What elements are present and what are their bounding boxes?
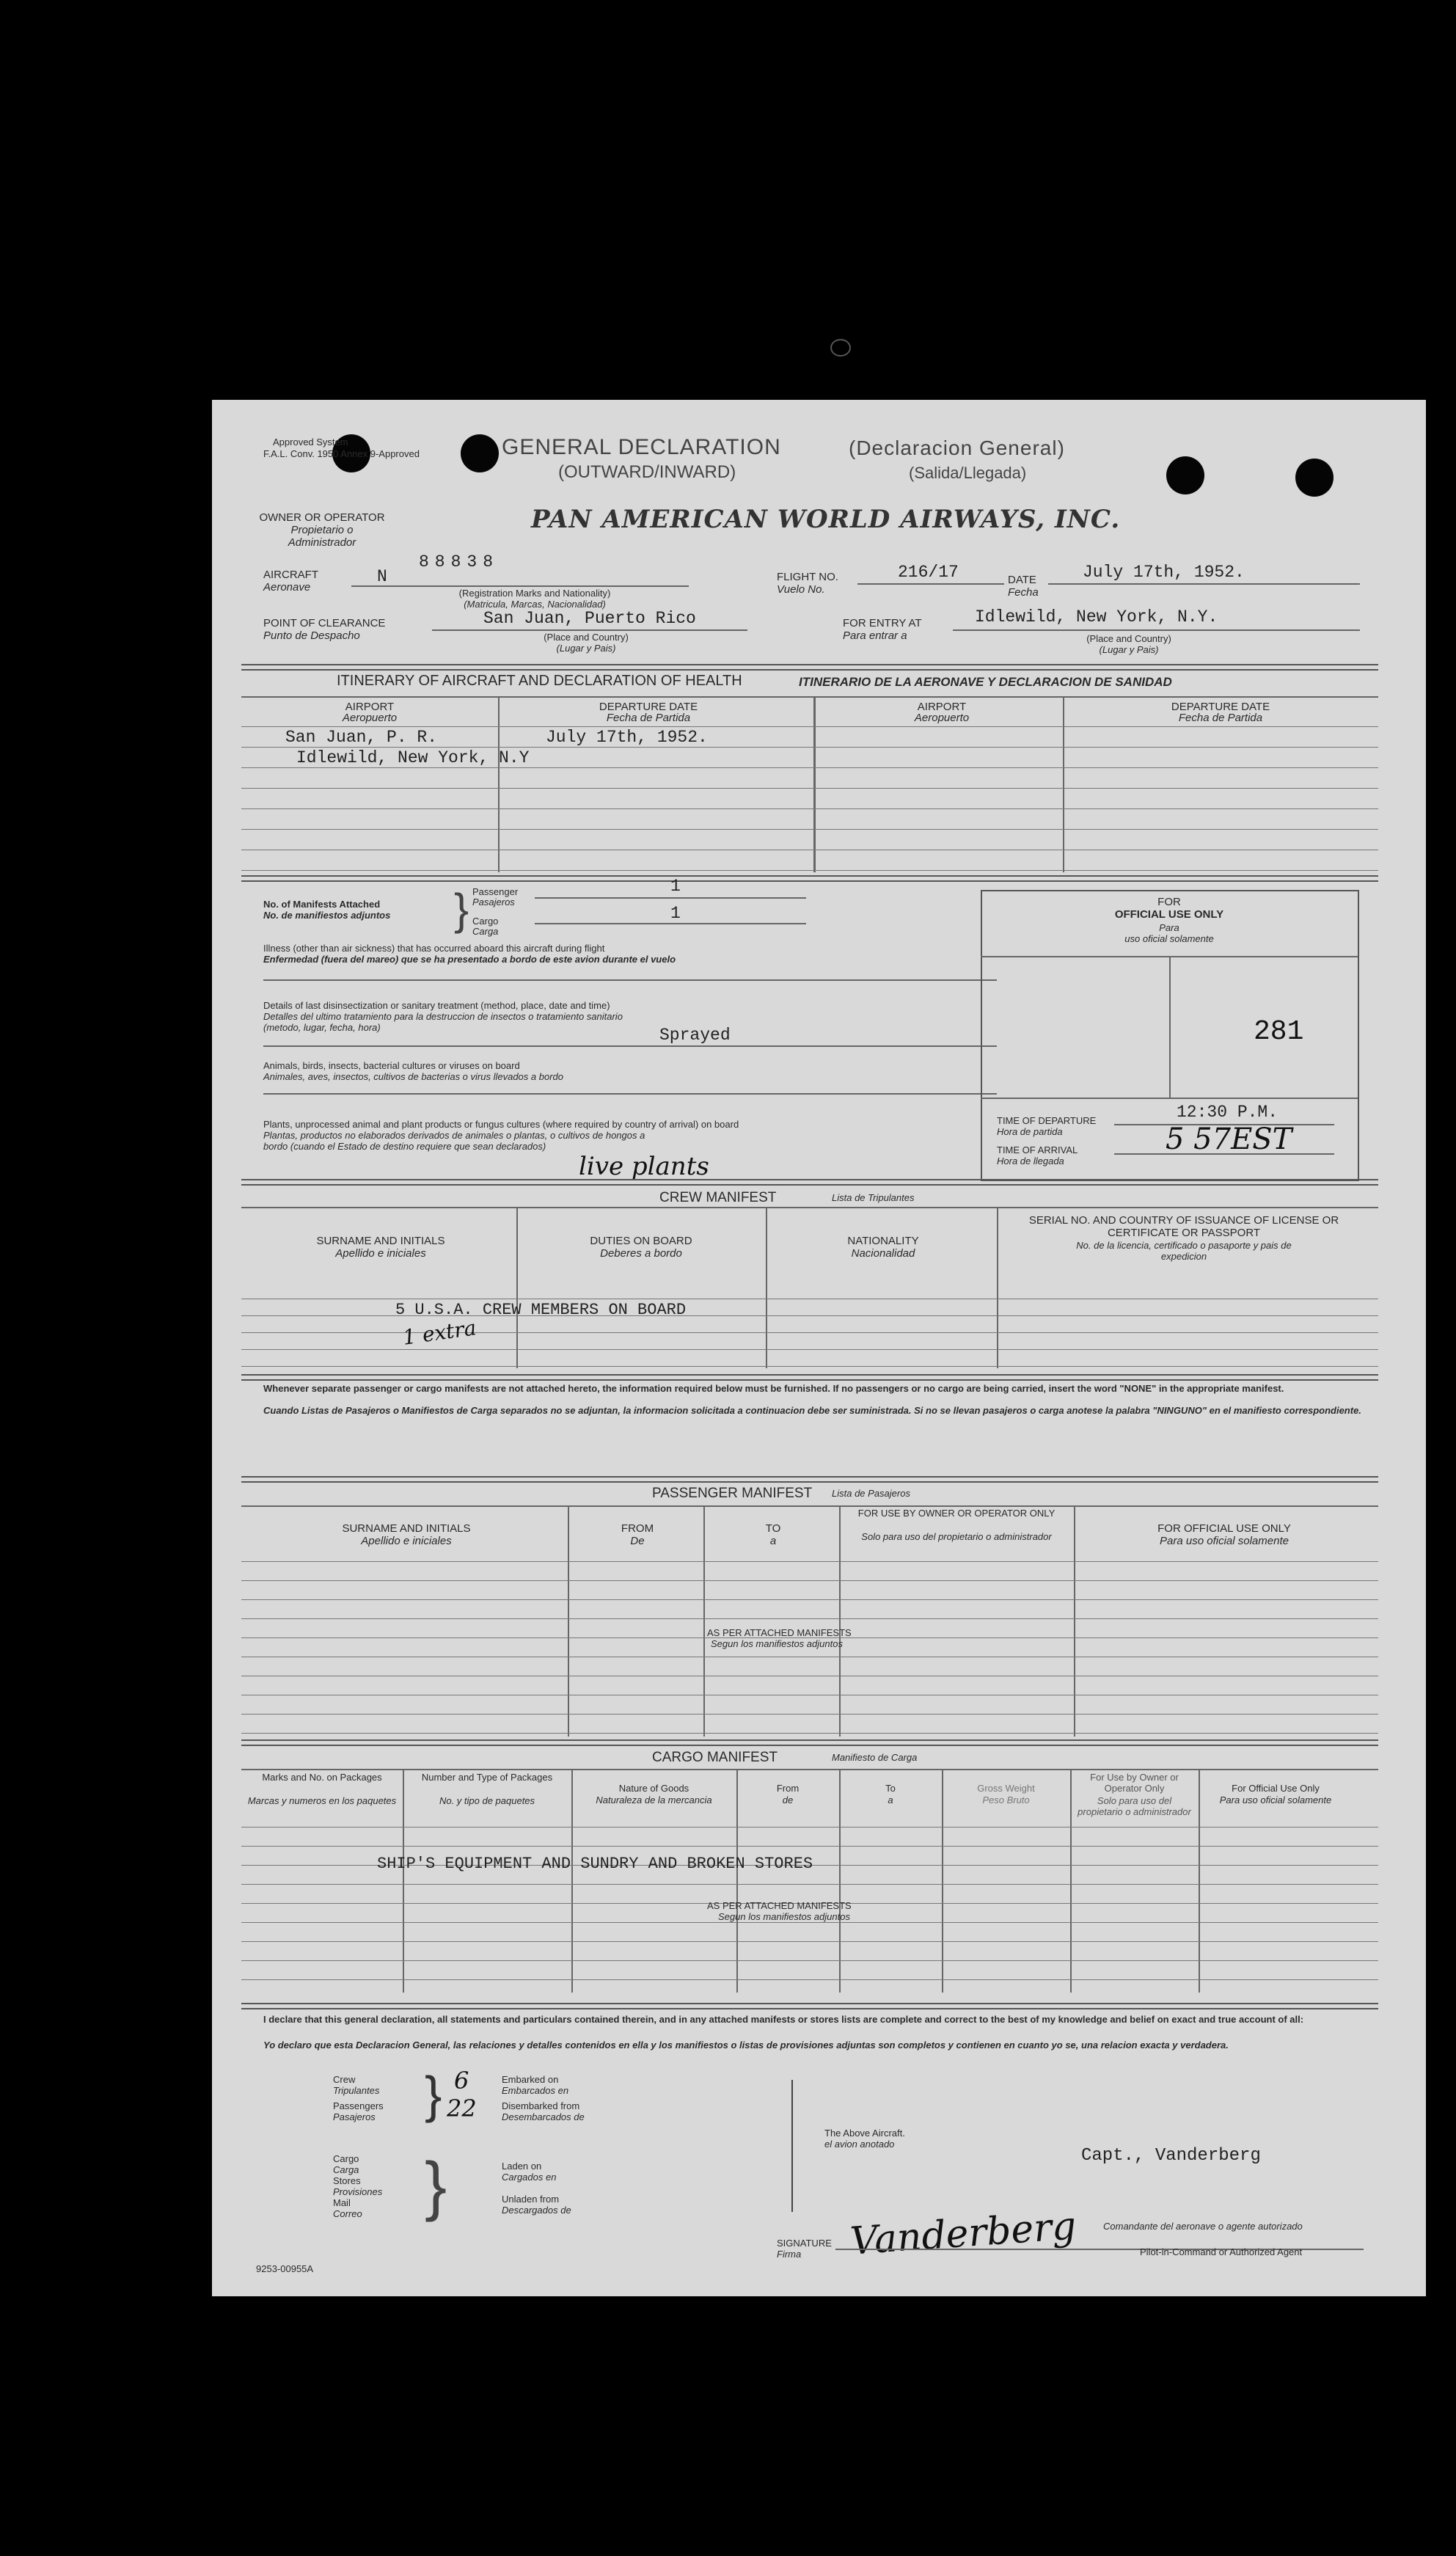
aircraft-caption-spanish: (Matricula, Marcas, Nacionalidad) [464, 599, 606, 610]
general-declaration-form [212, 400, 1426, 2296]
clearance-label-spanish: Punto de Despacho [263, 629, 360, 642]
unladen-label: Unladen from [502, 2194, 560, 2205]
passenger-manifest-count: 1 [670, 877, 681, 896]
embarked-label-spanish: Embarcados en [502, 2085, 569, 2096]
passenger-manifest-label: Passenger [472, 886, 519, 897]
entry-underline [953, 629, 1360, 631]
cargo-header-line [241, 1769, 1378, 1770]
manifest-underline [535, 923, 806, 924]
cargo-col-marks: Marks and No. on Packages [262, 1772, 382, 1783]
cargo-heading: CARGO MANIFEST [652, 1750, 778, 1765]
entry-label-spanish: Para entrar a [843, 629, 907, 642]
mail-label-spanish: Correo [333, 2208, 362, 2219]
passenger-count-label: Passengers [333, 2100, 384, 2111]
passenger-heading: PASSENGER MANIFEST [652, 1486, 813, 1501]
form-subtitle-spanish: (Salida/Llegada) [909, 464, 1027, 482]
official-use-title: FOR [1157, 896, 1181, 908]
crew-col-surname: SURNAME AND INITIALS [316, 1235, 445, 1247]
passenger-ruling [241, 1561, 1378, 1737]
punch-hole [461, 434, 499, 472]
crew-count-label: Crew [333, 2074, 356, 2085]
manifest-notice-spanish: Cuando Listas de Pasajeros o Manifiestos de Carga separados no se adjuntan, la informacion solicitada a continuacion debe ser suministrada. Si no se llevan pasajeros o carga anotese la palabra "NINGUNO" en el manifiesto correspondiente. [263, 1405, 1361, 1416]
above-aircraft-text-spanish: el avion anotado [824, 2139, 895, 2150]
crew-col-surname-spanish: Apellido e iniciales [335, 1247, 426, 1260]
passenger-count-value: 22 [447, 2095, 477, 2122]
date-underline [1048, 583, 1360, 585]
divider [241, 664, 1378, 671]
passenger-col-to-spanish: a [769, 1535, 777, 1547]
declaration-text: I declare that this general declaration, all statements and particulars contained therein, and in any attached manifests or stores lists are complete and correct to the best of my knowledge and belief on exact and true account of all: [263, 2014, 1304, 2025]
official-stamp-number: 281 [1254, 1016, 1304, 1048]
crew-header-line [241, 1207, 1378, 1208]
departure-time-value: 12:30 P.M. [1177, 1103, 1278, 1122]
manifests-label-spanish: No. de manifiestos adjuntos [263, 910, 391, 921]
passenger-col-from: FROM [621, 1522, 654, 1535]
form-title: GENERAL DECLARATION [502, 435, 781, 459]
divider [241, 875, 1378, 882]
entry-label: FOR ENTRY AT [843, 617, 922, 629]
flight-date: July 17th, 1952. [1083, 563, 1245, 582]
aircraft-brace [791, 2080, 793, 2212]
flight-label: FLIGHT NO. [777, 571, 838, 583]
passenger-col-official-spanish: Para uso oficial solamente [1160, 1535, 1289, 1547]
flight-number: 216/17 [898, 563, 959, 582]
crew-col-nationality: NATIONALITY [847, 1235, 919, 1247]
passenger-col-from-spanish: De [630, 1535, 645, 1547]
cargo-col-packages-spanish: No. y tipo de paquetes [439, 1795, 535, 1806]
itinerary-col-airport-2-spanish: Aeropuerto [914, 712, 970, 724]
stores-label-spanish: Provisiones [333, 2186, 383, 2197]
crew-col-duties-spanish: Deberes a bordo [600, 1247, 682, 1260]
passenger-header-line [241, 1505, 1378, 1507]
role-label-spanish: Comandante del aeronave o agente autorizado [1103, 2221, 1303, 2232]
arrival-time-value: 5 57EST [1166, 1122, 1292, 1156]
cargo-label-spanish: Carga [333, 2164, 359, 2175]
departure-time-label-spanish: Hora de partida [997, 1126, 1063, 1137]
passenger-heading-spanish: Lista de Pasajeros [832, 1488, 910, 1499]
aircraft-caption: (Registration Marks and Nationality) [458, 588, 611, 599]
clearance-label: POINT OF CLEARANCE [263, 617, 386, 629]
illness-label-spanish: Enfermedad (fuera del mareo) que se ha presentado a bordo de este avion durante el vuelo [263, 954, 676, 965]
passenger-col-official: FOR OFFICIAL USE ONLY [1157, 1522, 1291, 1535]
cargo-col-official: For Official Use Only [1232, 1783, 1320, 1794]
cargo-col-to-spanish: a [888, 1794, 893, 1805]
signature-label: SIGNATURE [777, 2238, 832, 2249]
itinerary-header-line [241, 696, 1378, 698]
cargo-col-from: From [776, 1783, 800, 1794]
laden-label: Laden on [502, 2161, 542, 2172]
itinerary-airport-2: Idlewild, New York, N.Y [296, 748, 530, 767]
plants-handwritten-value: live plants [579, 1152, 709, 1181]
aircraft-prefix: N [377, 567, 387, 586]
form-number: 9253-00955A [256, 2263, 314, 2274]
form-subtitle: (OUTWARD/INWARD) [558, 462, 736, 482]
cargo-col-packages: Number and Type of Packages [421, 1772, 553, 1783]
disinsection-value: Sprayed [659, 1026, 731, 1045]
unladen-label-spanish: Descargados de [502, 2205, 571, 2216]
manifests-label: No. of Manifests Attached [263, 899, 381, 910]
aircraft-label-spanish: Aeronave [263, 581, 311, 594]
cargo-manifest-label: Cargo [472, 916, 499, 927]
cargo-col-to: To [885, 1783, 896, 1794]
flight-underline [857, 583, 1004, 585]
declaration-text-spanish: Yo declaro que esta Declaracion General, las relaciones y detalles contenidos en ella y los manifiestos o listas de provisiones adjuntas son completos y contienen en cuanto yo se, una relacion exacta y verdadera. [263, 2040, 1229, 2051]
crew-handwritten-note: 1 extra [401, 1315, 478, 1350]
passenger-attached-note-spanish: Segun los manifiestos adjuntos [711, 1638, 843, 1649]
above-aircraft-text: The Above Aircraft. [824, 2128, 905, 2139]
official-use-title-2: OFFICIAL USE ONLY [1114, 908, 1224, 921]
role-label: Pilot-in-Command or Authorized Agent [1140, 2246, 1303, 2257]
cargo-col-official-spanish: Para uso oficial solamente [1219, 1794, 1332, 1805]
illness-underline [263, 979, 997, 981]
crew-col-license: SERIAL NO. AND COUNTRY OF ISSUANCE OF LICENSE OR CERTIFICATE OR PASSPORT [1028, 1214, 1339, 1239]
aircraft-underline [351, 585, 689, 587]
cargo-col-operator: For Use by Owner or Operator Only [1090, 1772, 1179, 1794]
divider [241, 2003, 1378, 2009]
stores-label: Stores [333, 2175, 361, 2186]
passenger-col-to: TO [765, 1522, 781, 1535]
cargo-manifest-label-spanish: Carga [472, 926, 499, 937]
itinerary-airport-1: San Juan, P. R. [285, 728, 438, 747]
cargo-col-goods-spanish: Naturaleza de la mercancia [596, 1794, 712, 1805]
manifests-brace: } [454, 885, 469, 934]
cargo-brace: } [425, 2150, 447, 2223]
manifest-underline [535, 897, 806, 899]
itinerary-col-airport-2: AIRPORT [917, 701, 967, 713]
itinerary-col-airport-spanish: Aeropuerto [342, 712, 398, 724]
passenger-col-operator: FOR USE BY OWNER OR OPERATOR ONLY [857, 1508, 1056, 1519]
cargo-attached-note-spanish: Segun los manifiestos adjuntos [718, 1911, 850, 1922]
company-name: PAN AMERICAN WORLD AIRWAYS, INC. [531, 505, 1121, 534]
disinsection-underline [263, 1045, 997, 1047]
itinerary-col-departure-2: DEPARTURE DATE [1171, 701, 1270, 713]
approved-system-note: Approved System [273, 437, 348, 448]
passenger-count-label-spanish: Pasajeros [333, 2111, 376, 2122]
itinerary-col-airport: AIRPORT [345, 701, 395, 713]
disinsection-label: Details of last disinsectization or sanitary treatment (method, place, date and time) [263, 1000, 610, 1011]
cargo-entry: SHIP'S EQUIPMENT AND SUNDRY AND BROKEN STORES [377, 1855, 813, 1873]
clearance-caption: (Place and Country) [544, 632, 629, 643]
aircraft-label: AIRCRAFT [263, 569, 318, 581]
passenger-col-operator-spanish: Solo para uso del propietario o administrador [861, 1531, 1052, 1542]
cargo-label: Cargo [333, 2153, 359, 2164]
passenger-col-surname-spanish: Apellido e iniciales [361, 1535, 452, 1547]
plants-label-spanish: Plantas, productos no elaborados derivados de animales o plantas, o cultivos de hongos a [263, 1130, 645, 1141]
disinsection-label-spanish-2: (metodo, lugar, fecha, hora) [263, 1022, 381, 1033]
divider [241, 1179, 1378, 1186]
cargo-col-weight: Gross Weight [977, 1783, 1035, 1794]
entry-value: Idlewild, New York, N.Y. [975, 607, 1218, 627]
owner-label: OWNER OR OPERATOR [259, 511, 385, 524]
disinsection-label-spanish: Detalles del ultimo tratamiento para la destruccion de insectos o tratamiento sanitario [263, 1011, 623, 1022]
itinerary-date-1: July 17th, 1952. [546, 728, 708, 747]
entry-caption: (Place and Country) [1086, 633, 1171, 644]
animals-label: Animals, birds, insects, bacterial cultures or viruses on board [263, 1060, 520, 1071]
disembarked-label: Disembarked from [502, 2100, 580, 2111]
embarked-label: Embarked on [502, 2074, 559, 2085]
punch-hole [1295, 459, 1334, 497]
illness-label: Illness (other than air sickness) that has occurred aboard this aircraft during flight [263, 943, 605, 954]
form-title-spanish: (Declaracion General) [849, 437, 1065, 459]
departure-time-label: TIME OF DEPARTURE [997, 1115, 1097, 1126]
arrival-time-label: TIME OF ARRIVAL [997, 1144, 1078, 1155]
itinerary-heading-spanish: ITINERARIO DE LA AERONAVE Y DECLARACION DE SANIDAD [799, 675, 1172, 689]
mail-label: Mail [333, 2197, 351, 2208]
cargo-col-operator-spanish: Solo para uso del propietario o administrador [1078, 1795, 1191, 1817]
captain-name: Capt., Vanderberg [1081, 2146, 1261, 2166]
itinerary-col-departure-spanish: Fecha de Partida [606, 712, 691, 724]
fal-reference: F.A.L. Conv. 1950 Annex 9-Approved [263, 448, 420, 459]
date-label: DATE [1008, 574, 1036, 586]
crew-col-nationality-spanish: Nacionalidad [851, 1247, 915, 1260]
signature-label-spanish: Firma [777, 2249, 802, 2260]
entry-caption-spanish: (Lugar y Pais) [1099, 644, 1159, 655]
cargo-col-marks-spanish: Marcas y numeros en los paquetes [247, 1795, 397, 1806]
official-use-divider [981, 1098, 1358, 1099]
cargo-heading-spanish: Manifiesto de Carga [832, 1752, 918, 1763]
disembarked-label-spanish: Desembarcados de [502, 2111, 585, 2122]
crew-heading: CREW MANIFEST [659, 1190, 777, 1205]
divider [241, 1476, 1378, 1483]
background-speck [830, 339, 851, 357]
plants-label: Plants, unprocessed animal and plant products or fungus cultures (where required by country of arrival) on board [263, 1119, 739, 1130]
itinerary-col-departure: DEPARTURE DATE [599, 701, 698, 713]
crew-entry: 5 U.S.A. CREW MEMBERS ON BOARD [395, 1301, 687, 1319]
itinerary-heading: ITINERARY OF AIRCRAFT AND DECLARATION OF HEALTH [337, 673, 742, 689]
crew-col-duties: DUTIES ON BOARD [590, 1235, 692, 1247]
clearance-caption-spanish: (Lugar y Pais) [556, 643, 616, 654]
date-label-spanish: Fecha [1008, 586, 1039, 599]
arrival-time-underline [1114, 1153, 1334, 1155]
arrival-time-label-spanish: Hora de llegada [997, 1155, 1064, 1166]
official-use-title-spanish: Para [1159, 922, 1179, 933]
crew-count-value: 6 [454, 2067, 469, 2095]
crew-count-label-spanish: Tripulantes [333, 2085, 380, 2096]
clearance-value: San Juan, Puerto Rico [483, 609, 696, 628]
laden-label-spanish: Cargados en [502, 2172, 557, 2183]
clearance-underline [432, 629, 747, 631]
cargo-col-from-spanish: de [782, 1794, 794, 1805]
flight-label-spanish: Vuelo No. [777, 583, 825, 596]
passenger-col-surname: SURNAME AND INITIALS [342, 1522, 471, 1535]
passenger-manifest-label-spanish: Pasajeros [472, 897, 515, 908]
manifest-notice: Whenever separate passenger or cargo manifests are not attached hereto, the information required below must be furnished. If no passengers or no cargo are being carried, insert the word "NONE" in the appropriate manifest. [263, 1383, 1284, 1394]
cargo-manifest-count: 1 [670, 904, 681, 923]
divider [241, 1739, 1378, 1746]
passenger-attached-note: AS PER ATTACHED MANIFESTS [707, 1627, 852, 1638]
crew-heading-spanish: Lista de Tripulantes [832, 1192, 915, 1203]
animals-underline [263, 1093, 997, 1095]
cargo-col-weight-spanish: Peso Bruto [982, 1794, 1030, 1805]
itinerary-col-departure-2-spanish: Fecha de Partida [1178, 712, 1263, 724]
aircraft-registration: 88838 [419, 552, 500, 572]
punch-hole [1166, 456, 1204, 494]
plants-label-spanish-2: bordo (cuando el Estado de destino requiere que sean declarados) [263, 1141, 546, 1152]
count-brace: } [425, 2066, 442, 2123]
cargo-col-goods: Nature of Goods [618, 1783, 689, 1794]
owner-label-spanish: Propietario o Administrador [288, 524, 356, 549]
official-use-divider [1169, 956, 1171, 1098]
captain-signature: Vanderberg [849, 2204, 1078, 2264]
crew-col-license-spanish: No. de la licencia, certificado o pasaporte y pais de expedicion [1076, 1240, 1292, 1262]
cargo-attached-note: AS PER ATTACHED MANIFESTS [707, 1900, 852, 1911]
animals-label-spanish: Animales, aves, insectos, cultivos de bacterias o virus llevados a bordo [263, 1071, 563, 1082]
official-use-title-spanish-2: uso oficial solamente [1124, 933, 1214, 944]
divider [241, 1374, 1378, 1381]
